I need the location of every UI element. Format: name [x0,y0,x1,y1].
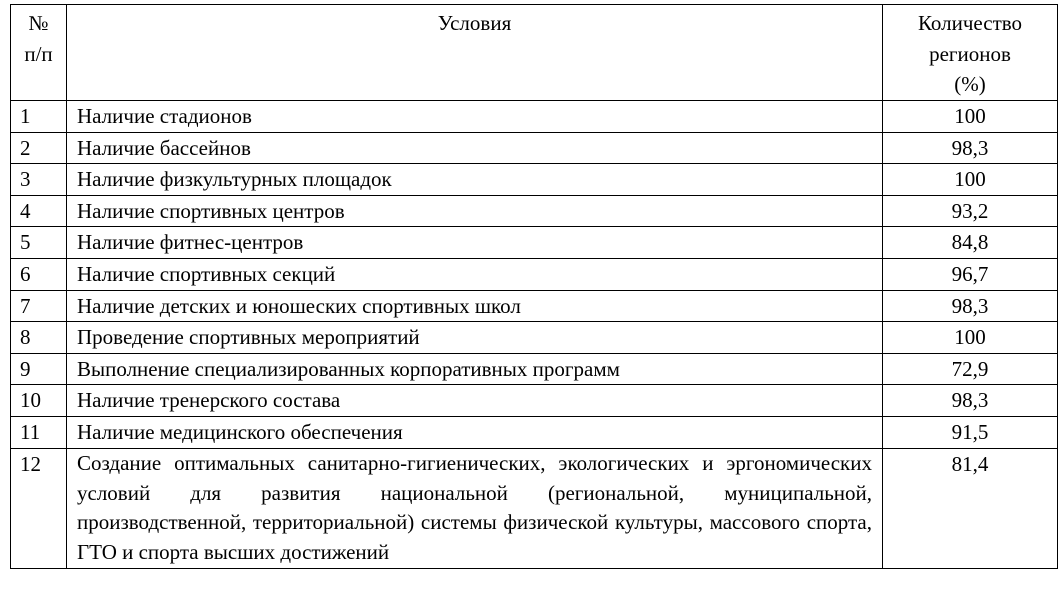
row-condition: Наличие тренерского состава [67,385,883,417]
table-row [11,322,1058,354]
header-num: № п/п [11,5,67,101]
row-value: 100 [883,164,1058,196]
row-number: 10 [11,385,67,417]
table-row [11,227,1058,259]
table-row [11,259,1058,291]
row-value: 91,5 [883,417,1058,449]
table-row [11,417,1058,449]
row-value: 84,8 [883,227,1058,259]
row-value: 81,4 [883,448,1058,569]
row-value: 72,9 [883,353,1058,385]
row-condition: Наличие фитнес-центров [67,227,883,259]
header-row [11,5,1058,101]
table-row [11,132,1058,164]
row-number: 5 [11,227,67,259]
row-value: 98,3 [883,132,1058,164]
table-header [11,5,1058,101]
row-number: 4 [11,195,67,227]
row-value: 93,2 [883,195,1058,227]
row-number: 8 [11,322,67,354]
row-condition: Создание оптимальных санитарно-гигиенических, экологических и эргономических условий для развития национальной (региональной, муниципальной, производственной, территориальной) системы физической культуры, массового спорта, ГТО и спорта высших достижений [67,448,883,569]
table-row [11,101,1058,133]
row-condition: Проведение спортивных мероприятий [67,322,883,354]
row-condition: Наличие стадионов [67,101,883,133]
row-number: 11 [11,417,67,449]
regions-conditions-table [10,4,1058,569]
table-row [11,290,1058,322]
row-condition: Наличие спортивных секций [67,259,883,291]
table-row [11,353,1058,385]
row-condition: Наличие медицинского обеспечения [67,417,883,449]
table-row [11,164,1058,196]
table-row [11,195,1058,227]
header-condition: Условия [67,5,883,101]
row-condition: Наличие бассейнов [67,132,883,164]
row-number: 6 [11,259,67,291]
row-condition: Наличие детских и юношеских спортивных школ [67,290,883,322]
row-number: 7 [11,290,67,322]
row-condition: Выполнение специализированных корпоративных программ [67,353,883,385]
table-row [11,385,1058,417]
row-number: 3 [11,164,67,196]
header-value: Количество регионов (%) [883,5,1058,101]
row-value: 100 [883,101,1058,133]
row-condition: Наличие спортивных центров [67,195,883,227]
table-body [11,101,1058,569]
row-condition: Наличие физкультурных площадок [67,164,883,196]
row-value: 98,3 [883,385,1058,417]
row-number: 9 [11,353,67,385]
row-number: 12 [11,448,67,569]
row-value: 100 [883,322,1058,354]
row-value: 96,7 [883,259,1058,291]
table-row [11,448,1058,569]
row-number: 1 [11,101,67,133]
row-number: 2 [11,132,67,164]
row-value: 98,3 [883,290,1058,322]
